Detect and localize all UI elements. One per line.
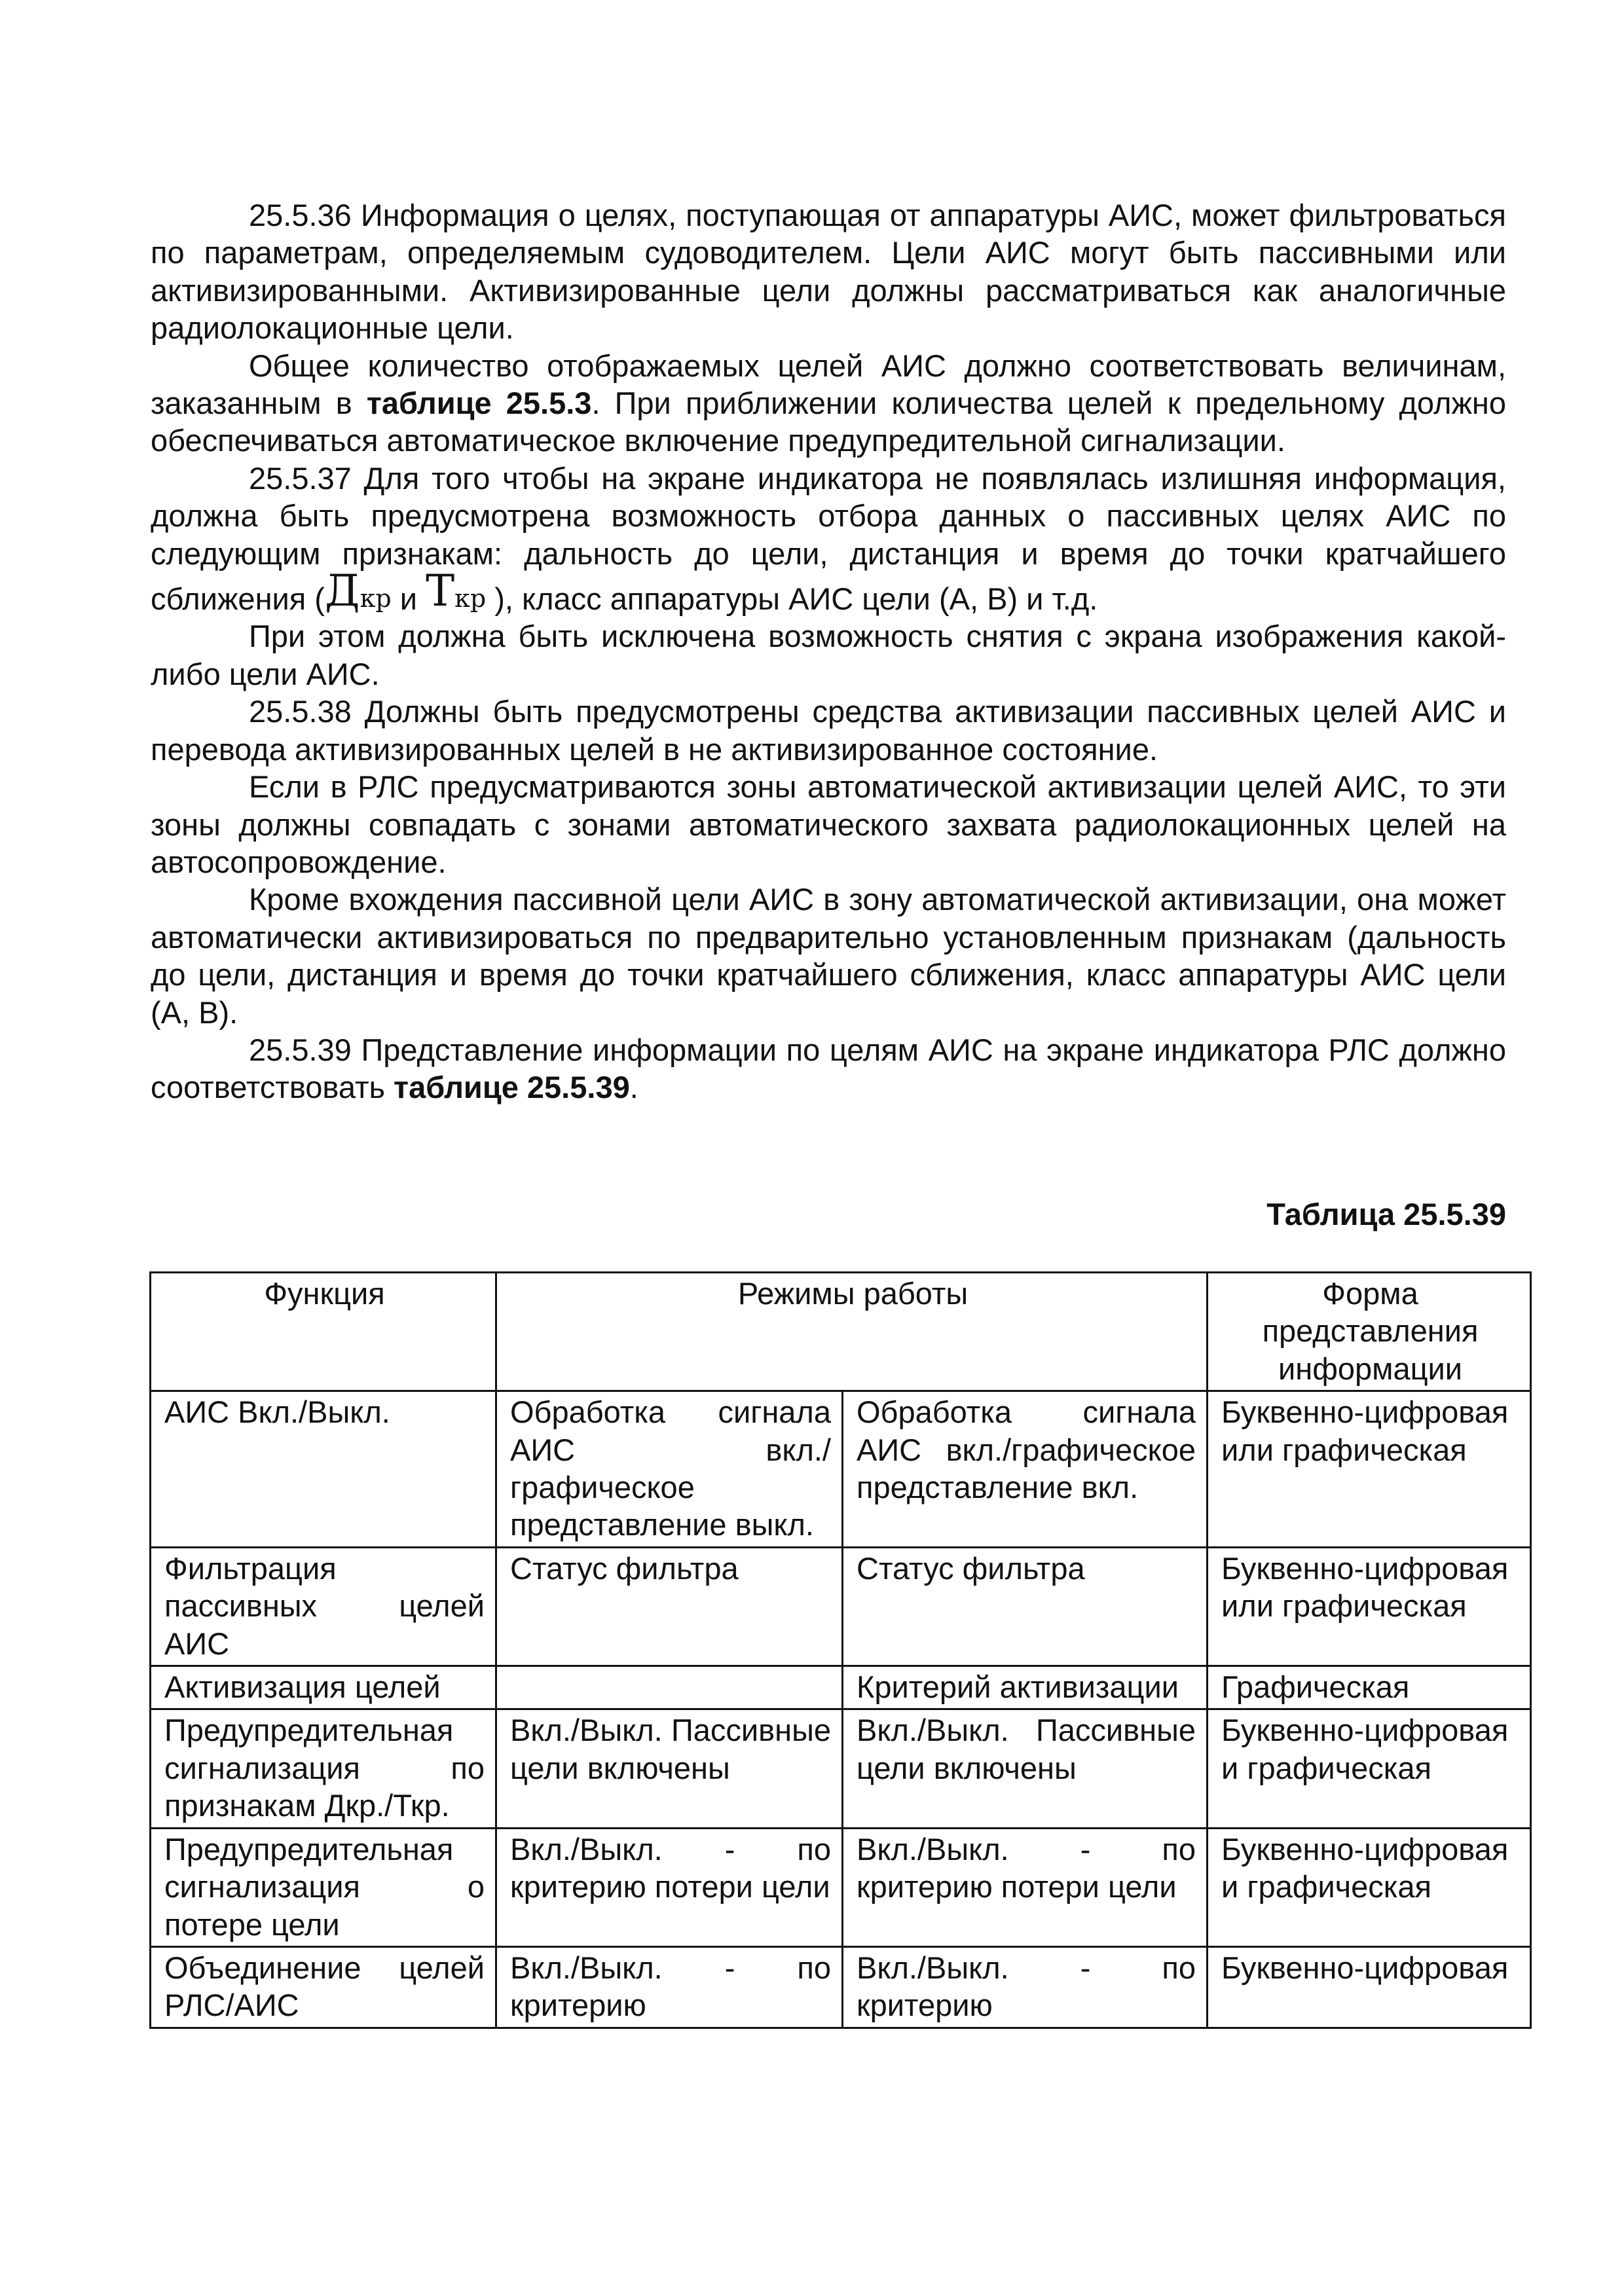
cell-form: Графическая: [1208, 1666, 1531, 1709]
paragraph-25-5-36: 25.5.36 Информация о целях, поступающая от аппаратуры АИС, может фильтроваться по параметрам, определяемым судоводителем. Цели АИС могут быть пассивными или активизированными. Активизированные цели должны рассматриваться как аналогичные радиолокационные цели.: [151, 198, 1506, 346]
cell-mode-1: Вкл./Выкл. - по критерию потери цели: [496, 1828, 843, 1946]
formula-tkr: [426, 566, 486, 616]
paragraph-text: 25.5.39 Представление информации по целям АИС на экране индикатора РЛС должно соответствовать: [151, 1032, 1506, 1105]
cell-function: Активизация целей: [151, 1666, 496, 1709]
cell-mode-1: Вкл./Выкл. Пассивные цели включены: [496, 1709, 843, 1828]
cell-mode-1: Обработка сигнала АИС вкл./графическое представление выкл.: [496, 1391, 843, 1548]
paragraph-25-5-39: [151, 1031, 1506, 1106]
table-row: [151, 1547, 1531, 1666]
body-text: [151, 196, 1506, 1106]
cell-form: Буквенно-цифровая или графическая: [1208, 1547, 1531, 1666]
cell-function: Фильтрация пассивных целей АИС: [151, 1547, 496, 1666]
formula-main: Д: [324, 566, 360, 617]
paragraph-text: 25.5.37 Для того чтобы на экране индикатора не появлялась излишняя информация, должна быть предусмотрена возможность отбора данных о пассивных целях АИС по следующим признакам: дальность до цели, дистанция и время до точки кратчайшего сближения (: [151, 460, 1506, 617]
paragraph-25-5-37: [151, 460, 1506, 618]
paragraph-text: . При приближении количества целей к предельному должно обеспечиваться автоматическое включение предупредительной сигнализации.: [151, 386, 1506, 458]
cell-mode-1: Вкл./Выкл. - по критерию: [496, 1946, 843, 2028]
paragraph-no-removal: При этом должна быть исключена возможность снятия с экрана изображения какой-либо цели АИС.: [151, 619, 1506, 691]
cell-mode-2: Статус фильтра: [843, 1547, 1208, 1666]
table-row: [151, 1391, 1531, 1548]
cell-mode-2: Обработка сигнала АИС вкл./графическое представление вкл.: [843, 1391, 1208, 1548]
cell-function: АИС Вкл./Выкл.: [151, 1391, 496, 1548]
cell-form: Буквенно-цифровая и графическая: [1208, 1828, 1531, 1946]
cell-form: Буквенно-цифровая или графическая: [1208, 1391, 1531, 1548]
paragraph-text: .: [629, 1070, 638, 1105]
header-form: Форма представления информации: [1208, 1273, 1531, 1391]
table-row: [151, 1709, 1531, 1828]
paragraph-25-5-38: 25.5.38 Должны быть предусмотрены средства активизации пассивных целей АИС и перевода активизированных целей в не активизированное состояние.: [151, 694, 1506, 767]
table-reference-25-5-3: таблице 25.5.3: [366, 386, 592, 421]
table-row: [151, 1828, 1531, 1946]
cell-function: Предупредительная сигнализация по признакам Дкр./Ткр.: [151, 1709, 496, 1828]
paragraph-text: ), класс аппаратуры АИС цели (А, В) и т.д.: [486, 581, 1098, 617]
formula-dkr: [325, 566, 392, 616]
paragraph-text: и: [391, 581, 426, 617]
cell-function: Предупредительная сигнализация о потере цели: [151, 1828, 496, 1946]
table-header-row: [151, 1273, 1531, 1391]
table-row: [151, 1946, 1531, 2028]
table-reference-25-5-39: таблице 25.5.39: [394, 1070, 630, 1105]
paragraph-text: Общее количество отображаемых целей АИС должно соответствовать величинам, заказанным в: [151, 348, 1506, 421]
cell-function: Объединение целей РЛС/АИС: [151, 1946, 496, 2028]
header-modes: Режимы работы: [496, 1273, 1208, 1391]
paragraph-auto-activation: Кроме вхождения пассивной цели АИС в зону автоматической активизации, она может автоматически активизироваться по предварительно установленным признакам (дальность до цели, дистанция и время до точки кратчайшего сближения, класс аппаратуры АИС цели (А, В).: [151, 882, 1506, 1030]
paragraph-activation-zones: Если в РЛС предусматриваются зоны автоматической активизации целей АИС, то эти зоны должны совпадать с зонами автоматического захвата радиолокационных целей на автосопровождение.: [151, 769, 1506, 879]
cell-mode-1: Статус фильтра: [496, 1547, 843, 1666]
formula-subscript: кр: [454, 584, 487, 613]
cell-form: Буквенно-цифровая и графическая: [1208, 1709, 1531, 1828]
formula-subscript: кр: [360, 584, 392, 613]
cell-mode-2: Вкл./Выкл. - по критерию: [843, 1946, 1208, 2028]
paragraph-ais-target-count: [151, 347, 1506, 460]
cell-mode-1: [496, 1666, 843, 1709]
table-caption: Таблица 25.5.39: [1266, 1197, 1506, 1231]
cell-mode-2: Критерий активизации: [843, 1666, 1208, 1709]
cell-form: Буквенно-цифровая: [1208, 1946, 1531, 2028]
header-function: Функция: [151, 1273, 496, 1391]
formula-main: Т: [426, 566, 455, 617]
cell-mode-2: Вкл./Выкл. - по критерию потери цели: [843, 1828, 1208, 1946]
ais-functions-table: [149, 1271, 1532, 2029]
cell-mode-2: Вкл./Выкл. Пассивные цели включены: [843, 1709, 1208, 1828]
table-row: [151, 1666, 1531, 1709]
